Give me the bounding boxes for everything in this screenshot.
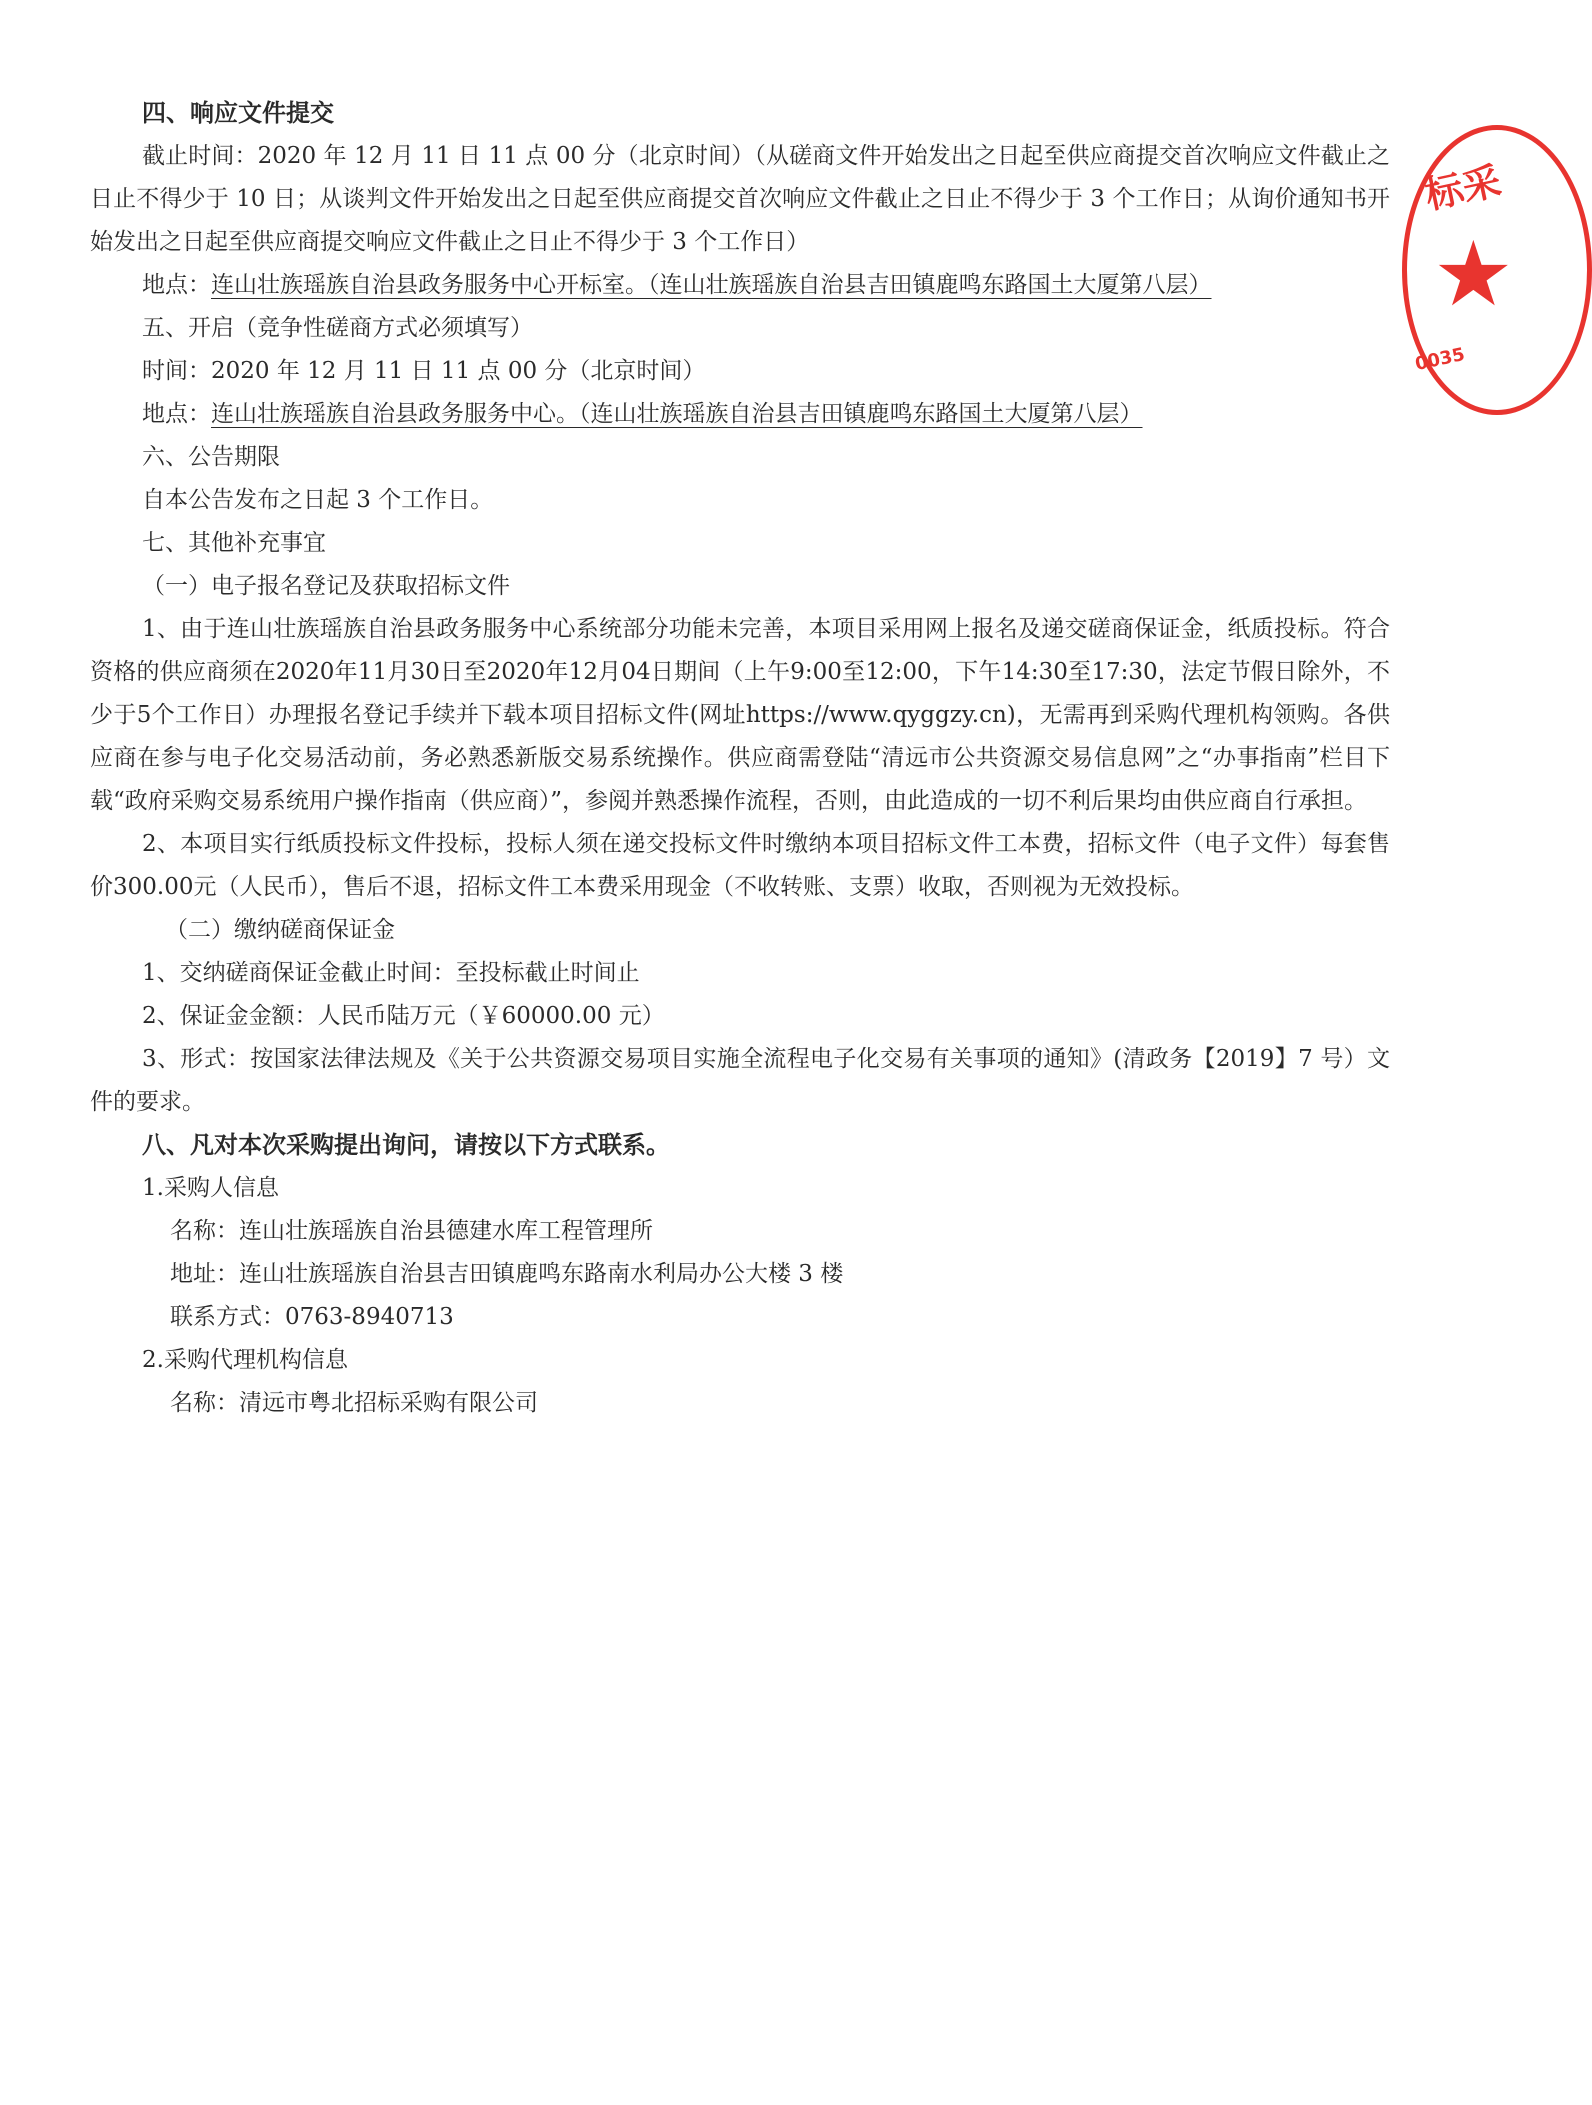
- section7-item2: 2、本项目实行纸质投标文件投标，投标人须在递交投标文件时缴纳本项目招标文件工本费，招标文件（电子文件）每套售价300.00元（人民币），售后不退，招标文件工本费采用现金（不收转账、支票）收取，否则视为无效投标。: [90, 831, 1390, 900]
- section8-heading: 八、凡对本次采购提出询问，请按以下方式联系。: [142, 1131, 670, 1159]
- agent-name: 名称：清远市粤北招标采购有限公司: [170, 1390, 538, 1416]
- seal-number: 0035: [1413, 344, 1467, 375]
- section5-time: 时间：2020 年 12 月 11 日 11 点 00 分（北京时间）: [142, 358, 706, 384]
- section4-heading: 四、响应文件提交: [142, 99, 334, 127]
- section4-location-label: 地点：: [142, 272, 211, 298]
- section7-item1: 1、由于连山壮族瑶族自治县政务服务中心系统部分功能未完善，本项目采用网上报名及递交磋商保证金，纸质投标。符合资格的供应商须在2020年11月30日至2020年12月04日期间（上午9:00至12:00，下午14:30至17:30，法定节假日除外，不少于5个工作日）办理报名登记手续并下载本项目招标文件(网址https://www.qyggzy.cn)，无需再到采购代理机构领购。各供应商在参与电子化交易活动前，务必熟悉新版交易系统操作。供应商需登陆“清远市公共资源交易信息网”之“办事指南”栏目下载“政府采购交易系统用户操作指南（供应商）”，参阅并熟悉操作流程，否则，由此造成的一切不利后果均由供应商自行承担。: [90, 616, 1390, 814]
- section6-heading: 六、公告期限: [142, 444, 280, 470]
- section7-dep2: 2、保证金金额：人民币陆万元（￥60000.00 元）: [142, 1003, 665, 1029]
- section5-location-label: 地点：: [142, 401, 211, 427]
- section6-body: 自本公告发布之日起 3 个工作日。: [142, 487, 494, 513]
- buyer-address: 地址：连山壮族瑶族自治县吉田镇鹿鸣东路南水利局办公大楼 3 楼: [170, 1261, 844, 1287]
- seal-star-icon: ★: [1433, 222, 1514, 327]
- buyer-heading: 1.采购人信息: [142, 1175, 279, 1201]
- section5-location: [90, 393, 1390, 436]
- section4-location-value: 连山壮族瑶族自治县政务服务中心开标室。（连山壮族瑶族自治县吉田镇鹿鸣东路国土大厦第八层）: [211, 272, 1212, 298]
- section4-deadline: 截止时间：2020 年 12 月 11 日 11 点 00 分（北京时间）（从磋商文件开始发出之日起至供应商提交首次响应文件截止之日止不得少于 10 日；从谈判文件开始发出之日起至供应商提交首次响应文件截止之日止不得少于 3 个工作日；从询价通知书开始发出之日起至供应商提交响应文件截止之日止不得少于 3 个工作日）: [90, 143, 1390, 255]
- section7-sub2: （二）缴纳磋商保证金: [165, 917, 395, 943]
- section7-dep1: 1、交纳磋商保证金截止时间：至投标截止时间止: [142, 960, 640, 986]
- section7-sub1: （一）电子报名登记及获取招标文件: [142, 573, 510, 599]
- agent-heading: 2.采购代理机构信息: [142, 1347, 348, 1373]
- section4-location: [90, 264, 1390, 307]
- document-page: [90, 92, 1390, 1425]
- section7-heading: 七、其他补充事宜: [142, 530, 326, 556]
- section5-location-value: 连山壮族瑶族自治县政务服务中心。（连山壮族瑶族自治县吉田镇鹿鸣东路国土大厦第八层）: [211, 401, 1143, 427]
- section5-heading: 五、开启（竞争性磋商方式必须填写）: [142, 315, 533, 341]
- buyer-name: 名称：连山壮族瑶族自治县德建水库工程管理所: [170, 1218, 653, 1244]
- buyer-contact: 联系方式：0763-8940713: [170, 1304, 454, 1330]
- section7-dep3: 3、形式：按国家法律法规及《关于公共资源交易项目实施全流程电子化交易有关事项的通知》(清政务【2019】7 号）文件的要求。: [90, 1046, 1390, 1115]
- seal-text: 标采: [1421, 158, 1505, 218]
- official-seal: [1402, 125, 1592, 415]
